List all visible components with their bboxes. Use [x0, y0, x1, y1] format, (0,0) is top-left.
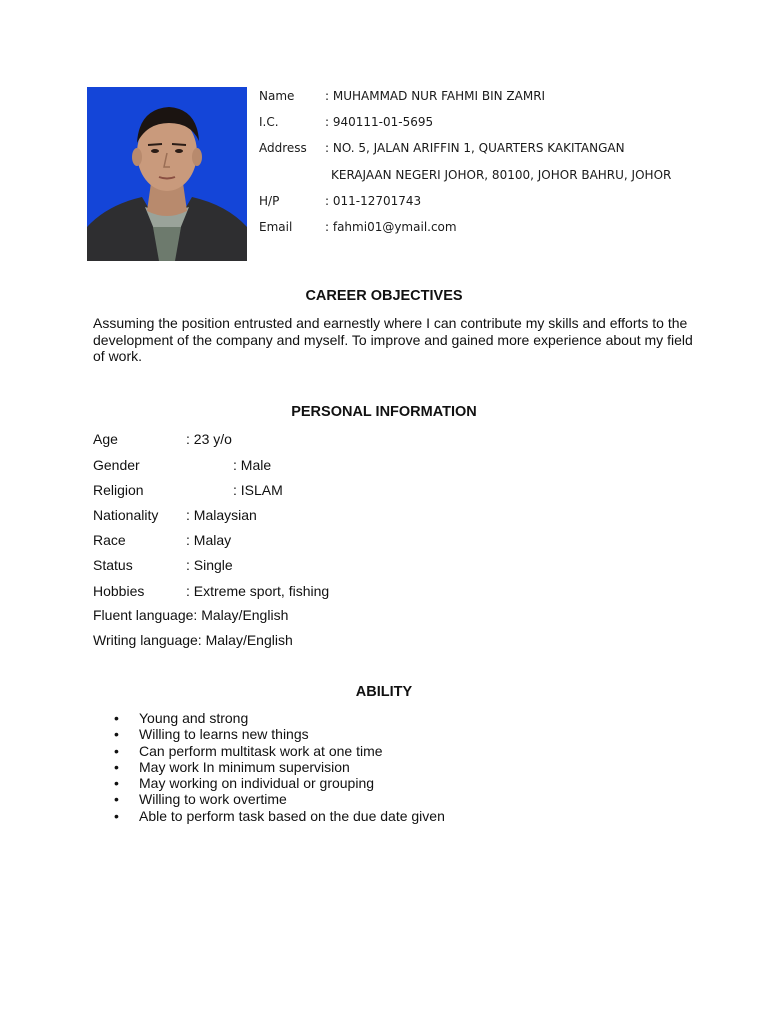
info-row-nationality [93, 507, 257, 523]
identity-ic-row [259, 115, 433, 129]
status-label: Status [93, 557, 133, 573]
ability-item-text: Young and strong [139, 710, 249, 726]
info-row-writing-language [93, 632, 293, 648]
bullet-icon: • [114, 775, 119, 792]
gender-value: : Male [233, 457, 272, 473]
status-value: : Single [186, 557, 233, 573]
address-value-line1: : NO. 5, JALAN ARIFFIN 1, QUARTERS KAKITANGAN [325, 141, 625, 155]
hobbies-label: Hobbies [93, 583, 145, 599]
ability-item [114, 710, 445, 726]
nationality-value: : Malaysian [186, 507, 257, 523]
name-value: : MUHAMMAD NUR FAHMI BIN ZAMRI [325, 89, 546, 103]
identity-email-row [259, 220, 457, 234]
email-label: Email [259, 220, 293, 234]
phone-label: H/P [259, 194, 280, 208]
bullet-icon: • [114, 742, 119, 759]
religion-value: : ISLAM [233, 482, 283, 498]
ability-list [114, 710, 445, 824]
person-portrait-icon [87, 87, 247, 261]
ability-item [114, 791, 445, 807]
bullet-icon: • [114, 791, 119, 808]
address-value-line2: KERAJAAN NEGERI JOHOR, 80100, JOHOR BAHRU, JOHOR [331, 168, 672, 182]
bullet-icon: • [114, 726, 119, 743]
ability-item-text: Willing to work overtime [139, 791, 287, 808]
personal-information-heading: PERSONAL INFORMATION [291, 404, 477, 420]
profile-photo [87, 87, 247, 261]
identity-name-row [259, 89, 545, 103]
fluent-language-value: Malay/English [201, 607, 289, 623]
ability-item-text: Willing to learns new things [139, 726, 309, 743]
identity-phone-row [259, 194, 421, 208]
name-label: Name [259, 89, 295, 103]
ability-item [114, 808, 445, 824]
ability-item [114, 775, 445, 791]
ability-heading: ABILITY [355, 684, 413, 700]
info-row-fluent-language [93, 607, 288, 623]
writing-language-value: Malay/English [205, 632, 293, 648]
hobbies-value: : Extreme sport, fishing [186, 583, 330, 599]
ability-item-text: Able to perform task based on the due date given [139, 807, 445, 824]
ability-item-text: May work In minimum supervision [139, 758, 350, 775]
ability-item [114, 759, 445, 775]
age-label: Age [93, 431, 118, 447]
email-value: : fahmi01@ymail.com [325, 220, 457, 234]
fluent-language-label: Fluent language: [93, 607, 198, 623]
ability-item [114, 743, 445, 759]
writing-language-label: Writing language: [93, 632, 202, 648]
phone-value: : 011-12701743 [325, 194, 422, 208]
ic-value: : 940111-01-5695 [325, 115, 434, 129]
ability-item [114, 726, 445, 742]
ic-label: I.C. [259, 115, 279, 129]
nationality-label: Nationality [93, 507, 159, 523]
race-label: Race [93, 532, 126, 548]
gender-label: Gender [93, 457, 140, 473]
ability-item-text: May working on individual or grouping [139, 775, 375, 792]
info-row-religion [93, 482, 283, 498]
address-label: Address [259, 141, 307, 155]
bullet-icon: • [114, 710, 119, 726]
info-row-age [93, 431, 232, 447]
career-objectives-text: Assuming the position entrusted and earnestly where I can contribute my skills and efforts to the development of the company and myself. To improve and gained more experience about my field of work. [93, 315, 693, 364]
info-row-gender [93, 457, 271, 473]
info-row-race [93, 532, 231, 548]
ability-item-text: Can perform multitask work at one time [139, 742, 383, 759]
info-row-status [93, 557, 233, 573]
bullet-icon: • [114, 758, 119, 775]
bullet-icon: • [114, 807, 119, 824]
identity-address-row-2 [331, 168, 671, 182]
info-row-hobbies [93, 583, 329, 599]
age-value: : 23 y/o [186, 431, 232, 447]
race-value: : Malay [186, 532, 232, 548]
religion-label: Religion [93, 482, 144, 498]
identity-address-row [259, 141, 625, 155]
career-objectives-heading: CAREER OBJECTIVES [305, 288, 463, 304]
